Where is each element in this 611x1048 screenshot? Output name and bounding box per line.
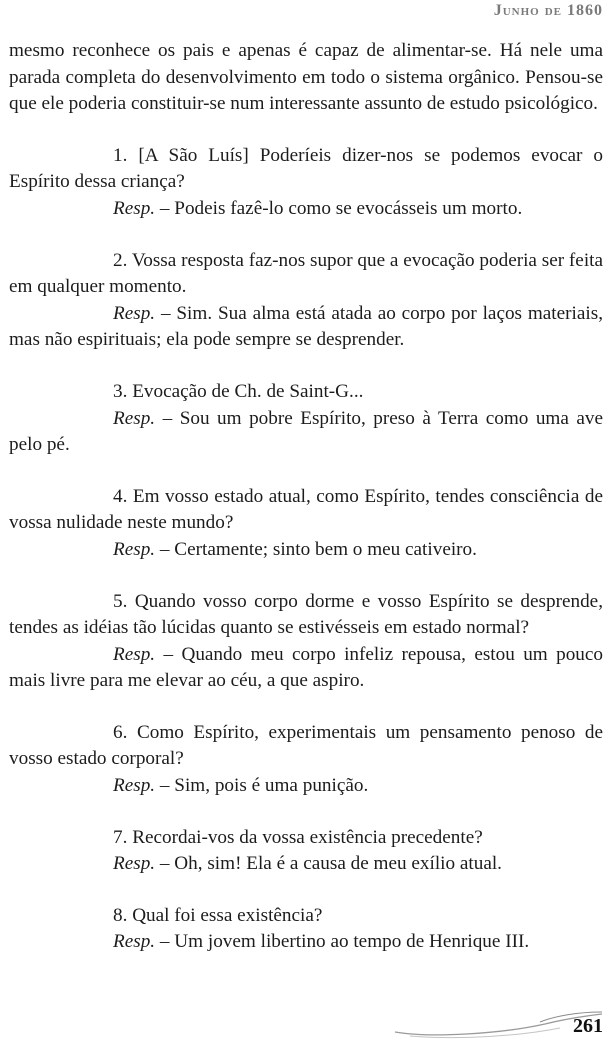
footer-swoosh-ornament xyxy=(0,1000,611,1048)
answer-text: – Sim. Sua alma está atada ao corpo por laços materiais, mas não espirituais; ela pode sempre se desprender. xyxy=(9,302,603,351)
intro-paragraph: mesmo reconhece os pais e apenas é capaz de alimentar-se. Há nele uma parada completa do desenvolvimento em todo o sistema orgânico. Pensou-se que ele poderia constituir-se num interessante assunto de estudo psicológico. xyxy=(9,40,603,115)
resp-label: Resp. xyxy=(113,775,156,797)
answer-text: – Um jovem libertino ao tempo de Henrique III. xyxy=(155,931,530,953)
resp-label: Resp. xyxy=(113,538,156,560)
page-body xyxy=(9,38,603,956)
resp-label: Resp. xyxy=(113,853,156,875)
answer-6 xyxy=(9,773,603,800)
question-5: 5. Quando vosso corpo dorme e vosso Espírito se desprende, tendes as idéias tão lúcidas quanto se estivésseis em estado normal? xyxy=(9,590,603,639)
page-footer xyxy=(0,1000,611,1048)
answer-text: – Podeis fazê-lo como se evocásseis um morto. xyxy=(155,197,523,219)
resp-label: Resp. xyxy=(113,643,156,665)
question-3: 3. Evocação de Ch. de Saint-G... xyxy=(113,380,364,402)
question-2: 2. Vossa resposta faz-nos supor que a evocação poderia ser feita em qualquer momento. xyxy=(9,249,603,298)
answer-5 xyxy=(9,642,603,695)
resp-label: Resp. xyxy=(113,197,156,219)
answer-text: – Certamente; sinto bem o meu cativeiro. xyxy=(155,538,477,560)
answer-3 xyxy=(9,406,603,459)
answer-7 xyxy=(9,851,603,878)
page-number: 261 xyxy=(573,1015,603,1037)
question-7: 7. Recordai-vos da vossa existência precedente? xyxy=(113,826,483,848)
answer-text: – Oh, sim! Ela é a causa de meu exílio atual. xyxy=(155,853,502,875)
answer-2 xyxy=(9,301,603,354)
question-8: 8. Qual foi essa existência? xyxy=(113,904,323,926)
answer-text: – Sim, pois é uma punição. xyxy=(155,775,369,797)
answer-text: – Sou um pobre Espírito, preso à Terra como uma ave pelo pé. xyxy=(9,407,603,456)
answer-8 xyxy=(9,929,603,956)
answer-1 xyxy=(9,196,603,223)
resp-label: Resp. xyxy=(113,407,156,429)
question-1: 1. [A São Luís] Poderíeis dizer-nos se podemos evocar o Espírito dessa criança? xyxy=(9,144,603,193)
running-header: Junho de 1860 xyxy=(493,2,603,19)
answer-text: – Quando meu corpo infeliz repousa, estou um pouco mais livre para me elevar ao céu, a que aspiro. xyxy=(9,643,603,692)
question-6: 6. Como Espírito, experimentais um pensamento penoso de vosso estado corporal? xyxy=(9,721,603,770)
answer-4 xyxy=(9,537,603,564)
question-4: 4. Em vosso estado atual, como Espírito, tendes consciência de vossa nulidade neste mundo? xyxy=(9,485,603,534)
resp-label: Resp. xyxy=(113,302,156,324)
resp-label: Resp. xyxy=(113,931,156,953)
